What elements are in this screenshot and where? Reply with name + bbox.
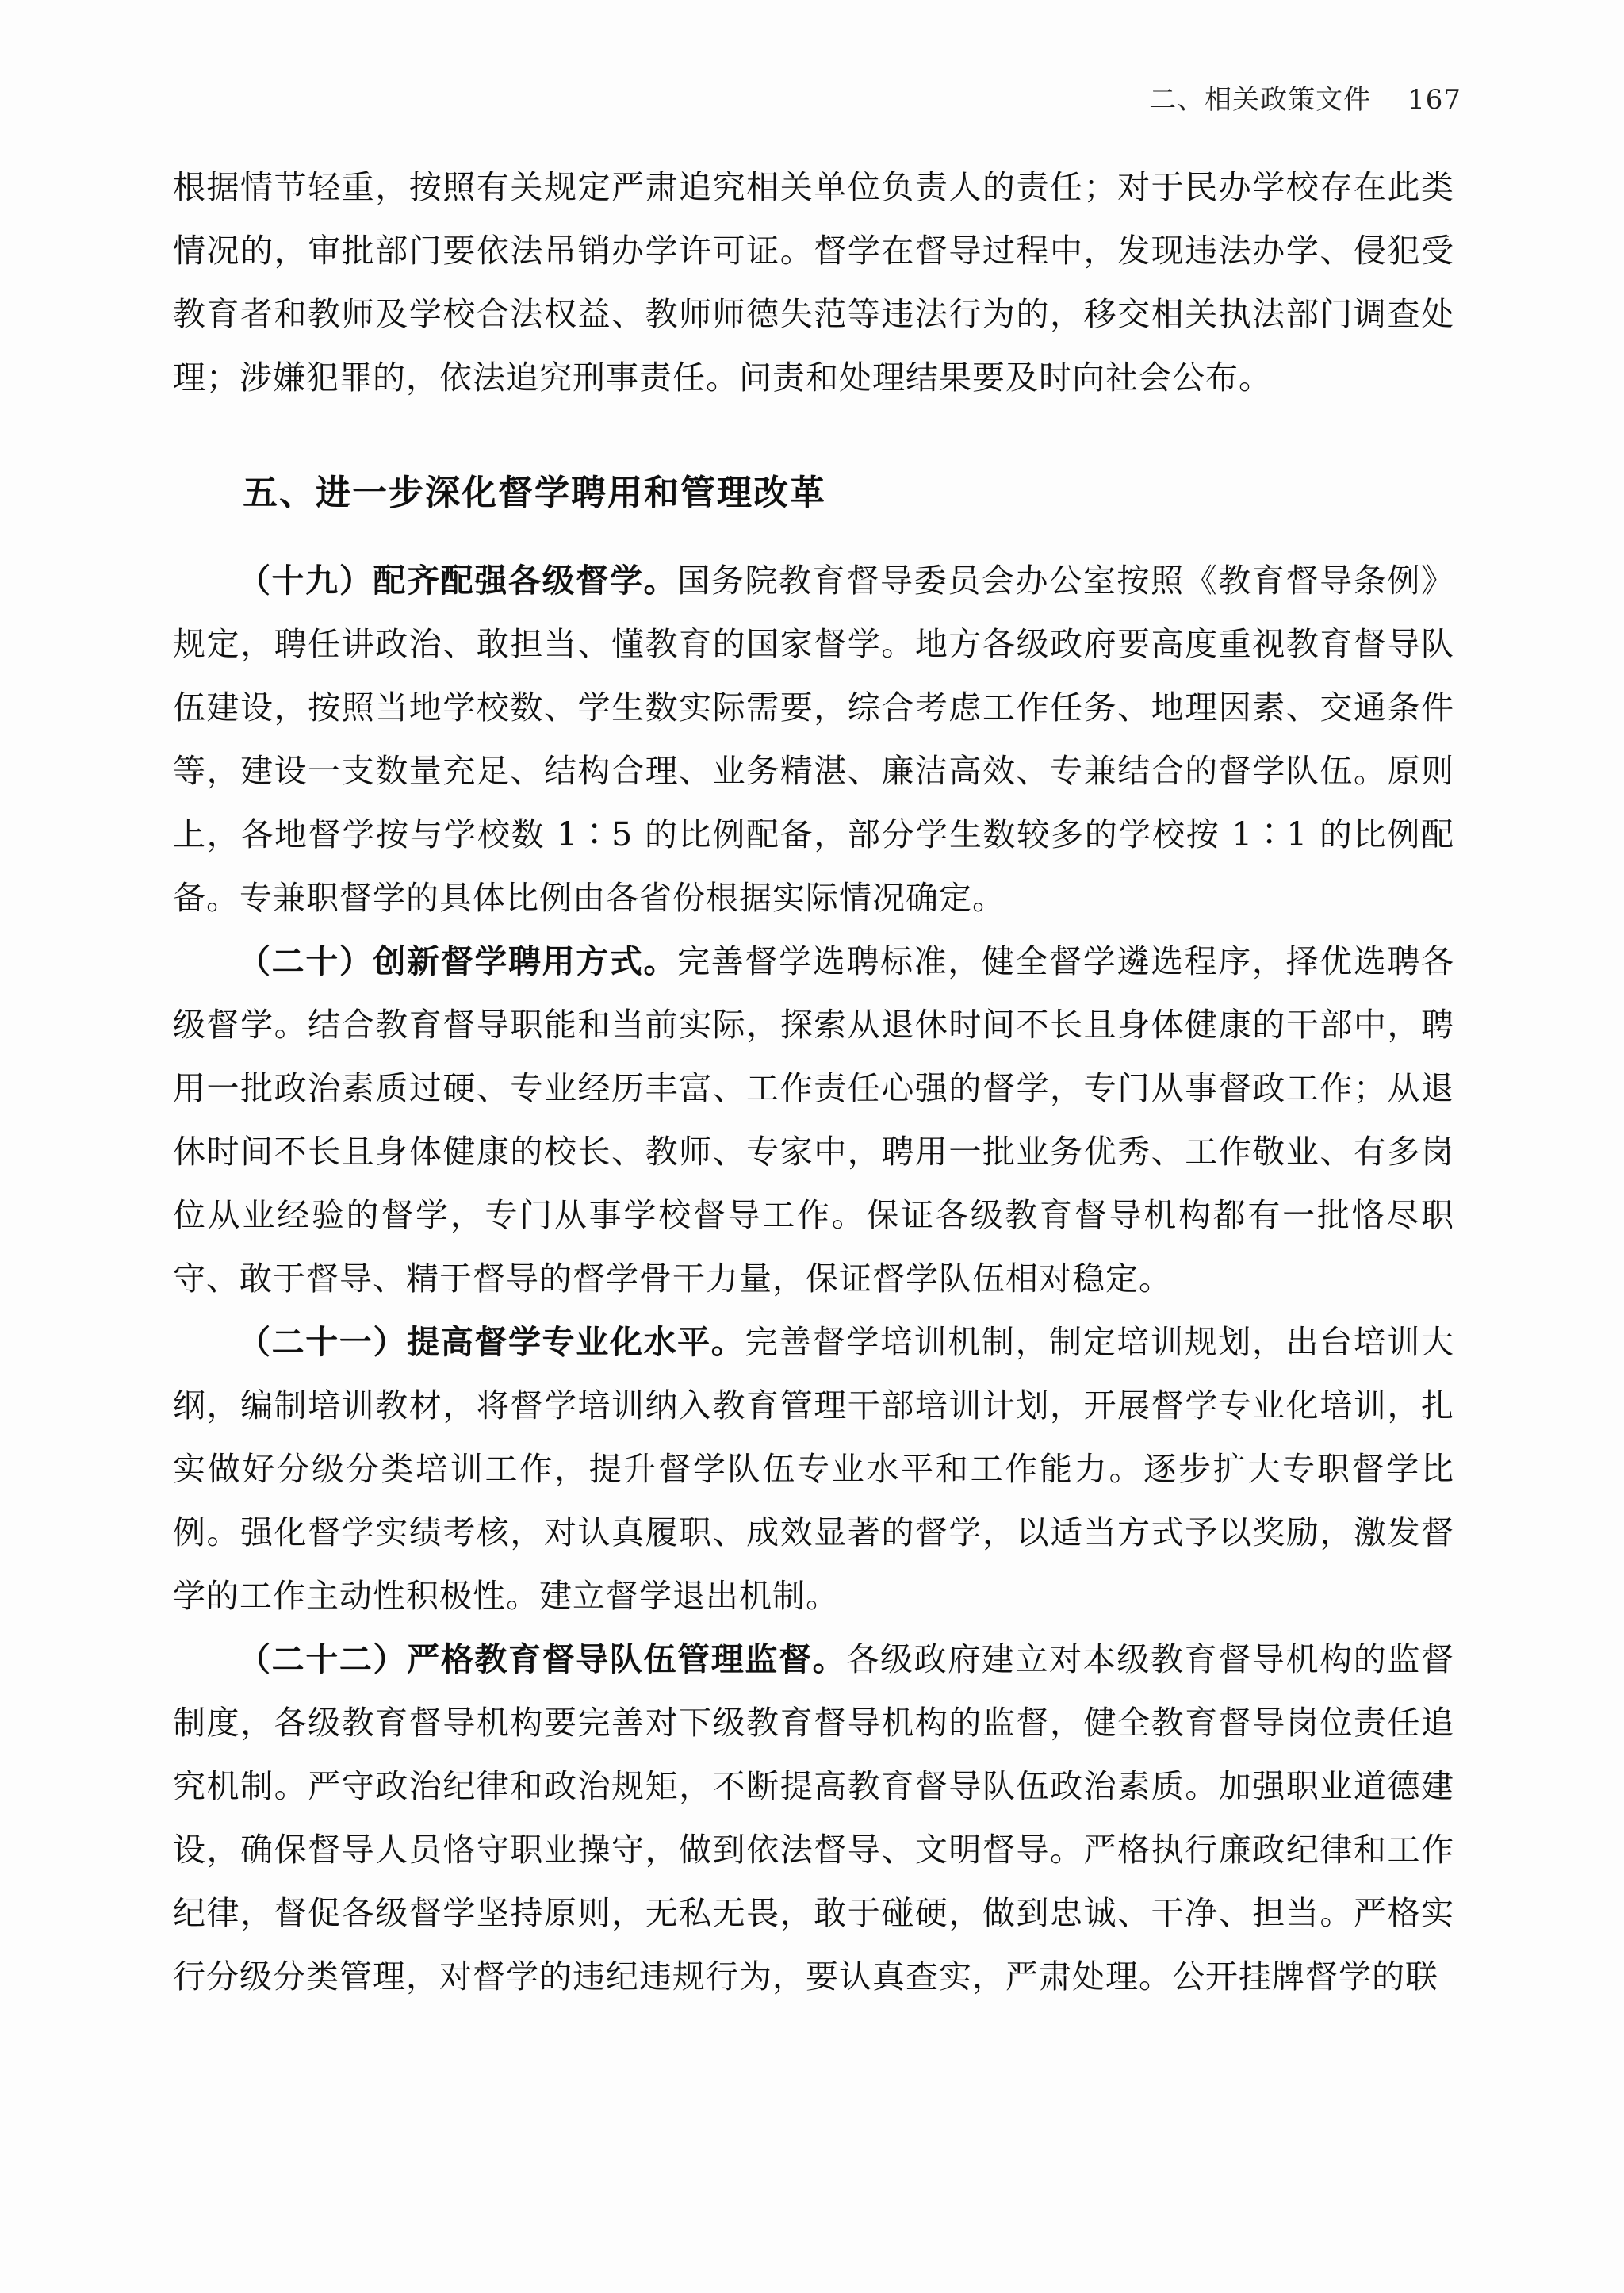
running-header-section-title: 二、相关政策文件: [1149, 84, 1372, 116]
header-divider: [163, 125, 1461, 126]
page-number: 167: [1408, 84, 1461, 116]
article-paragraph-20: [173, 930, 1454, 1310]
article-lead-22: （二十二）严格教育督导队伍管理监督。: [238, 1640, 847, 1678]
running-header: [1149, 78, 1461, 117]
article-lead-21: （二十一）提高督学专业化水平。: [238, 1323, 745, 1361]
article-text-21: 完善督学培训机制，制定培训规划，出台培训大纲，编制培训教材，将督学培训纳入教育管理干部培训计划，开展督学专业化培训，扎实做好分级分类培训工作，提升督学队伍专业水平和工作能力。逐步扩大专职督学比例。强化督学实绩考核，对认真履职、成效显著的督学，以适当方式予以奖励，激发督学的工作主动性积极性。建立督学退出机制。: [173, 1323, 1455, 1615]
article-paragraph-21: [173, 1310, 1454, 1628]
continuation-paragraph: 根据情节轻重，按照有关规定严肃追究相关单位负责人的责任；对于民办学校存在此类情况的，审批部门要依法吊销办学许可证。督学在督导过程中，发现违法办学、侵犯受教育者和教师及学校合法权益、教师师德失范等违法行为的，移交相关执法部门调查处理；涉嫌犯罪的，依法追究刑事责任。问责和处理结果要及时向社会公布。: [173, 168, 1454, 397]
article-lead-19: （十九）配齐配强各级督学。: [238, 562, 678, 600]
article-text-22: 各级政府建立对本级教育督导机构的监督制度，各级教育督导机构要完善对下级教育督导机构的监督，健全教育督导岗位责任追究机制。严守政治纪律和政治规矩，不断提高教育督导队伍政治素质。加强职业道德建设，确保督导人员恪守职业操守，做到依法督导、文明督导。严格执行廉政纪律和工作纪律，督促各级督学坚持原则，无私无畏，敢于碰硬，做到忠诚、干净、担当。严格实行分级分类管理，对督学的违纪违规行为，要认真查实，严肃处理。公开挂牌督学的联: [173, 1640, 1454, 1996]
section-heading: 五、进一步深化督学聘用和管理改革: [243, 473, 826, 513]
article-text-19: 国务院教育督导委员会办公室按照《教育督导条例》规定，聘任讲政治、敢担当、懂教育的国家督学。地方各级政府要高度重视教育督导队伍建设，按照当地学校数、学生数实际需要，综合考虑工作任务、地理因素、交通条件等，建设一支数量充足、结构合理、业务精湛、廉洁高效、专兼结合的督学队伍。原则上，各地督学按与学校数 1∶5 的比例配备，部分学生数较多的学校按 1∶1 的比例配备。专兼职督学的具体比例由各省份根据实际情况确定。: [173, 562, 1454, 917]
article-lead-20: （二十）创新督学聘用方式。: [238, 942, 678, 980]
page-body: [173, 155, 1454, 2008]
article-paragraph-19: [173, 549, 1454, 930]
article-text-20: 完善督学选聘标准，健全督学遴选程序，择优选聘各级督学。结合教育督导职能和当前实际，探索从退休时间不长且身体健康的干部中，聘用一批政治素质过硬、专业经历丰富、工作责任心强的督学，专门从事督政工作；从退休时间不长且身体健康的校长、教师、专家中，聘用一批业务优秀、工作敬业、有多岗位从业经验的督学，专门从事学校督导工作。保证各级教育督导机构都有一批恪尽职守、敢于督导、精于督导的督学骨干力量，保证督学队伍相对稳定。: [173, 942, 1454, 1298]
article-paragraph-22: [173, 1628, 1454, 2008]
